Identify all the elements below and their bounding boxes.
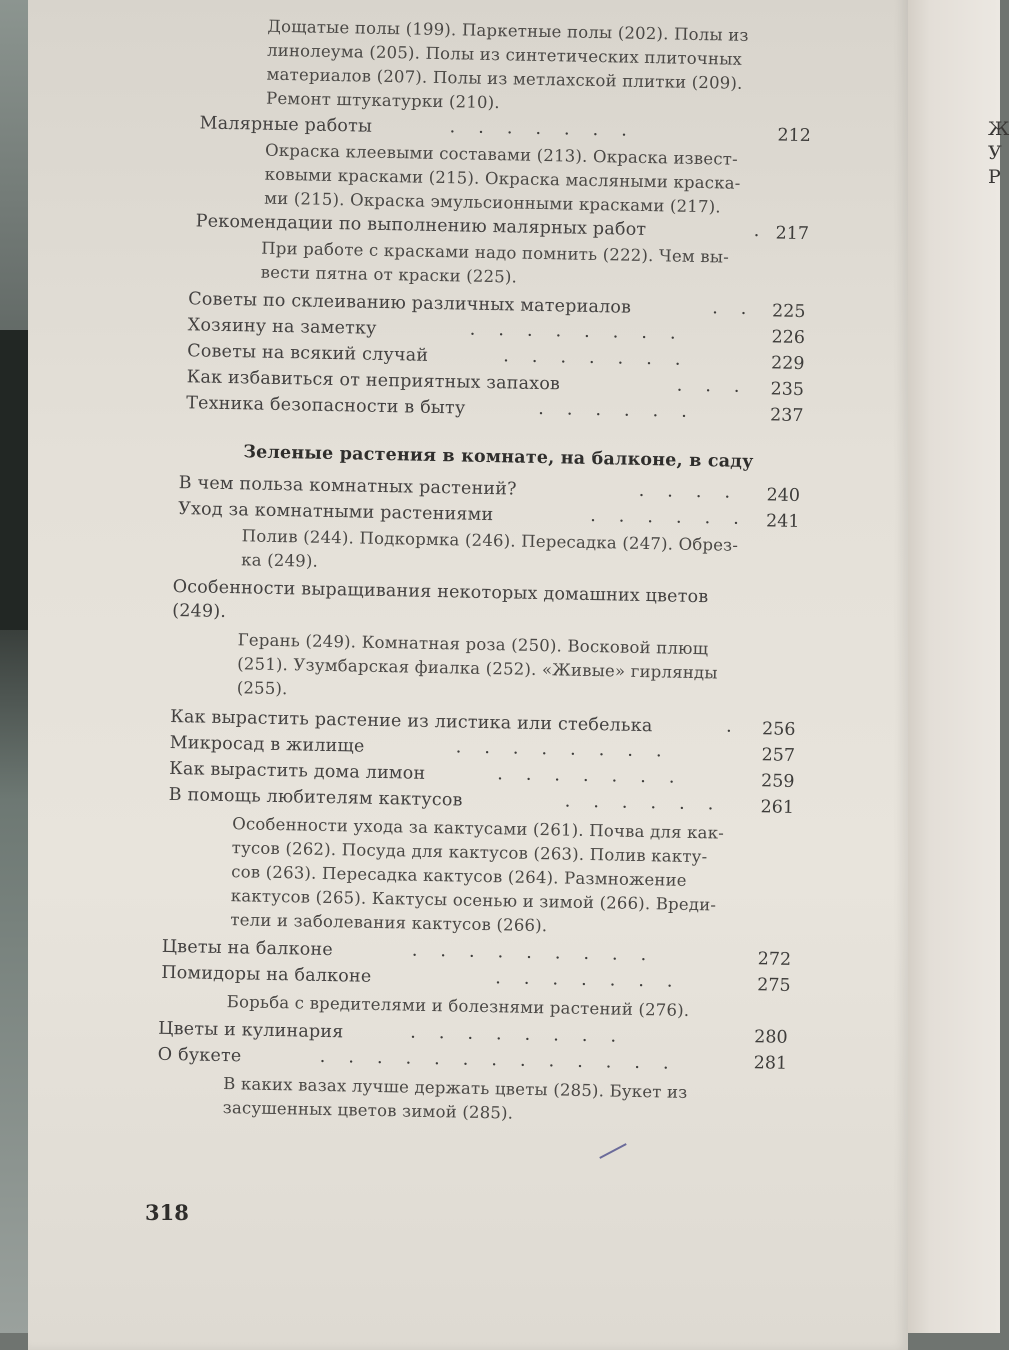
page-ref: 235 <box>770 379 805 401</box>
page-ref: 226 <box>771 327 806 349</box>
subentry-line: линолеума (205). Полы из синтетических плиточных <box>266 40 743 69</box>
page-ref: 217 <box>775 223 810 245</box>
adjacent-page-letter: У <box>988 142 1002 164</box>
toc-entry-title: Как вырастить дома лимон <box>169 758 426 784</box>
subentry-line: засушенных цветов зимой (285). <box>222 1098 514 1123</box>
page-ref: 256 <box>761 719 796 740</box>
page-ref: 280 <box>754 1027 788 1048</box>
subentry-line: ковыми красками (215). Окраска масляными краска- <box>264 164 741 193</box>
page-ref: 225 <box>771 301 806 323</box>
toc-entry-title: В помощь любителям кактусов <box>168 784 463 811</box>
leader-dots: . . . . . . . <box>503 345 681 370</box>
page-number: 318 <box>145 1200 189 1225</box>
toc-entry-title: Уход за комнатными растениями <box>178 499 494 526</box>
leader-dots: . <box>725 715 733 737</box>
toc-entry-title: В чем польза комнатных растений? <box>178 473 517 500</box>
leader-dots: . . . . . . <box>538 397 688 422</box>
toc-entry-title: Особенности выращивания некоторых домашних цветов <box>172 576 709 608</box>
subentry-line: Особенности ухода за кактусами (261). Почва для как- <box>232 814 725 843</box>
page-ref: 240 <box>766 485 801 506</box>
toc-entry-title: О букете <box>157 1044 242 1067</box>
subentry-line: ми (215). Окраска эмульсионными красками (217). <box>264 188 721 217</box>
toc-entry-title: Рекомендации по выполнению малярных работ <box>195 211 647 240</box>
leader-dots: . . . . <box>638 479 731 503</box>
subentry-line: Полив (244). Подкормка (246). Пересадка (247). Обрез- <box>241 526 739 555</box>
toc-entry-title: Как избавиться от неприятных запахов <box>186 367 561 395</box>
subentry-line: сов (263). Пересадка кактусов (264). Размножение <box>231 862 687 890</box>
toc-entry-title: Помидоры на балконе <box>161 962 372 987</box>
toc-entry-title: Хозяину на заметку <box>187 315 377 339</box>
toc-entry-title: (249). <box>172 600 227 622</box>
subentry-line: В каких вазах лучше держать цветы (285). Букет из <box>223 1074 688 1102</box>
toc-entry-title: Советы по склеиванию различных материалов <box>188 289 632 318</box>
subentry-line: материалов (207). Полы из метлахской плитки (209). <box>266 64 743 93</box>
page-ref: 241 <box>765 511 800 532</box>
adjacent-page-letter: Р <box>988 166 1001 188</box>
subentry-line: (255). <box>236 678 288 699</box>
toc-entry-title: Малярные работы <box>199 113 373 137</box>
leader-dots: . . . . . . <box>564 790 714 815</box>
leader-dots: . . . . . . . . <box>410 1021 617 1047</box>
page-ref: 212 <box>777 125 812 147</box>
subentry-line: кактусов (265). Кактусы осенью и зимой (266). Вреди- <box>230 886 717 915</box>
subentry-line: вести пятна от краски (225). <box>260 262 518 287</box>
toc-entry-title: Цветы и кулинария <box>158 1018 344 1043</box>
leader-dots: . . . . . . . <box>497 763 675 788</box>
toc-entry-title: Цветы на балконе <box>161 936 334 961</box>
page-ref: 281 <box>753 1053 788 1074</box>
toc-entry-title: Как вырастить растение из листика или стебелька <box>170 706 653 737</box>
subentry-line: ка (249). <box>241 550 319 571</box>
leader-dots: . . . . . . . . <box>455 736 662 762</box>
page-ref: 237 <box>769 405 804 427</box>
toc-entry-title: Советы на всякий случай <box>187 341 429 366</box>
leader-dots: . . . . . . . <box>449 116 628 141</box>
toc-entry-title: Микросад в жилище <box>169 732 365 757</box>
leader-dots: . . . . . . . . . <box>411 939 647 966</box>
subentry-line: тели и заболевания кактусов (266). <box>230 910 548 936</box>
leader-dots: . . . . . . <box>589 504 740 529</box>
leader-dots: . <box>753 220 760 242</box>
adjacent-page-letter: Ж <box>988 118 1009 140</box>
page-ref: 272 <box>757 949 792 970</box>
subentry-line: При работе с красками надо помнить (222). Чем вы- <box>261 238 730 267</box>
subentry-line: Ремонт штукатурки (210). <box>265 88 500 113</box>
page-ref: 275 <box>756 975 791 996</box>
toc-entry-title: Техника безопасности в быту <box>186 393 466 419</box>
page-ref: 257 <box>761 745 796 766</box>
subentry-line: Дощатые полы (199). Паркетные полы (202). Полы из <box>267 16 749 45</box>
page-ref: 259 <box>760 771 795 792</box>
section-heading: Зеленые растения в комнате, на балконе, в саду <box>243 442 754 473</box>
page-ref: 261 <box>760 797 795 818</box>
subentry-line: Герань (249). Комнатная роза (250). Восковой плющ <box>237 630 709 659</box>
subentry-line: (251). Узумбарская фиалка (252). «Живые» гирлянды <box>237 654 718 683</box>
leader-dots: . . . . . . . . . . . . . <box>319 1045 669 1074</box>
leader-dots: . . . . . . . . <box>469 318 676 344</box>
page-ref: 229 <box>770 353 805 375</box>
subentry-line: Окраска клеевыми составами (213). Окраска извест- <box>264 140 739 169</box>
leader-dots: . . . <box>676 374 740 397</box>
leader-dots: . . <box>711 297 747 319</box>
leader-dots: . . . . . . . <box>495 967 673 992</box>
subentry-line: тусов (262). Посуда для кактусов (263). Полив какту- <box>231 838 708 867</box>
subentry-line: Борьба с вредителями и болезнями растений (276). <box>226 992 690 1020</box>
